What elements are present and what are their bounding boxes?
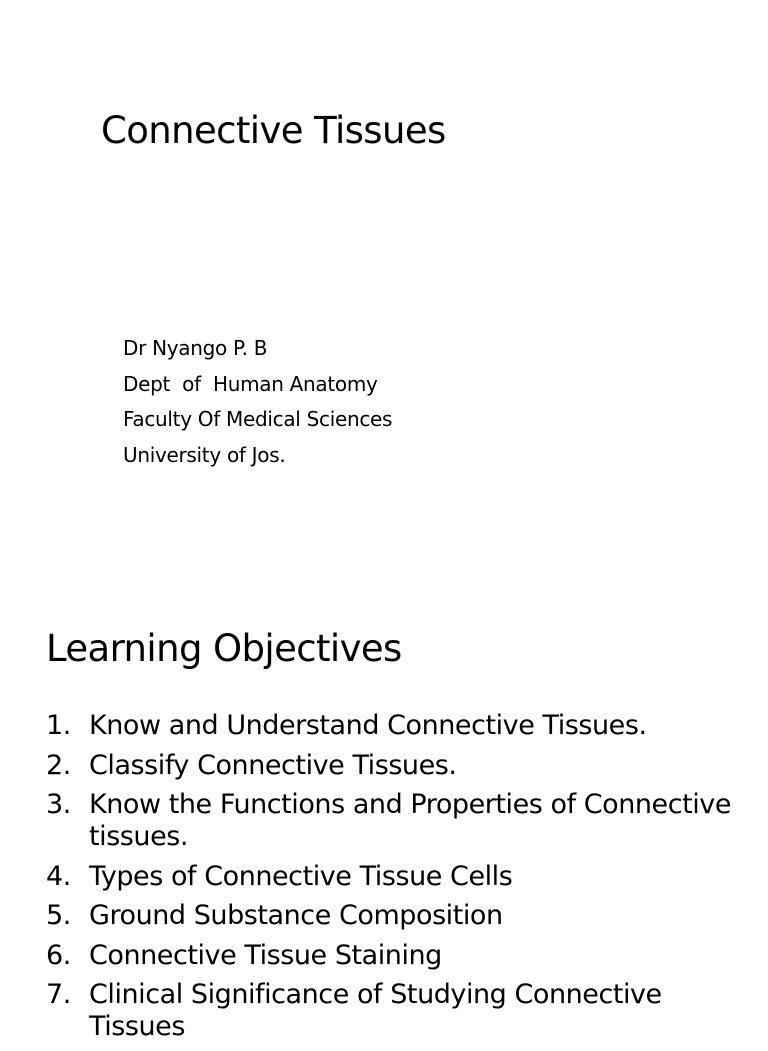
- list-item-number: 1.: [46, 710, 71, 741]
- list-item-text: Ground Substance Composition: [89, 900, 503, 931]
- author-faculty: Faculty Of Medical Sciences: [123, 407, 393, 431]
- list-item: [46, 710, 756, 742]
- list-item-text: Know the Functions and Properties of Connective tissues.: [89, 789, 731, 852]
- slide-title: Learning Objectives: [46, 627, 402, 670]
- list-item-number: 7.: [46, 979, 71, 1010]
- list-item-number: 5.: [46, 900, 71, 931]
- objectives-list: [46, 710, 756, 1051]
- author-university: University of Jos.: [123, 442, 286, 467]
- list-item-text: Know and Understand Connective Tissues.: [89, 710, 647, 741]
- list-item: [46, 979, 756, 1043]
- objectives-slide: [0, 576, 768, 1042]
- list-item: [46, 861, 756, 893]
- list-item-text: Types of Connective Tissue Cells: [89, 860, 513, 892]
- list-item-number: 4.: [46, 860, 71, 892]
- list-item-text: Classify Connective Tissues.: [89, 749, 457, 781]
- list-item-number: 3.: [46, 789, 71, 820]
- author-block: [123, 334, 392, 476]
- list-item: [46, 750, 756, 782]
- list-item: [46, 789, 756, 853]
- list-item-number: 2.: [46, 749, 71, 781]
- list-item-number: 6.: [46, 939, 71, 971]
- slide-title: Connective Tissues: [101, 109, 446, 152]
- list-item: [46, 900, 756, 932]
- list-item-text: Clinical Significance of Studying Connective Tissues: [89, 979, 662, 1042]
- author-department: Dept of Human Anatomy: [123, 371, 378, 396]
- list-item-text: Connective Tissue Staining: [89, 939, 442, 971]
- author-name: Dr Nyango P. B: [123, 336, 268, 360]
- list-item: [46, 940, 756, 972]
